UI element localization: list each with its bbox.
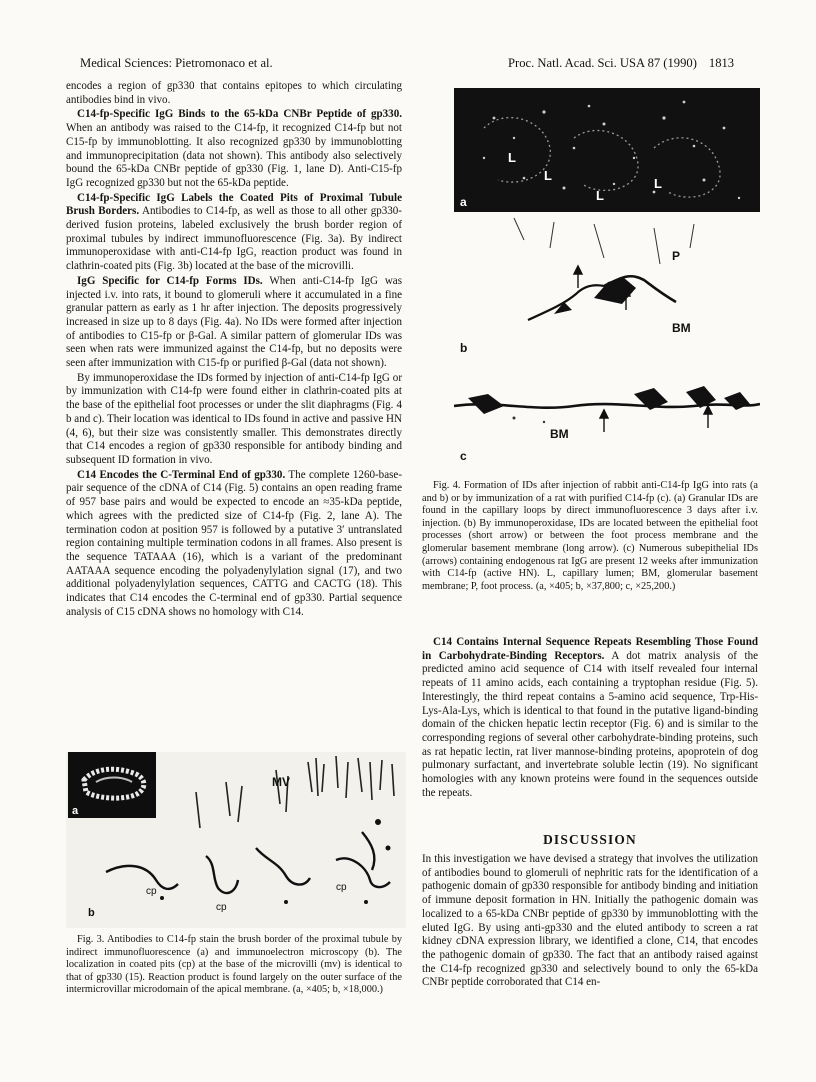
paragraph: C14 Contains Internal Sequence Repeats Resembling Those Found in Carbohydrate-Binding Receptors. A dot matrix analysis of the predicted amino acid sequence of C14 with itself revealed four internal repeats of 11 amino acids, each containing a tryptophan residue (Fig. 5). Interestingly, the third repeat contains a 5-amino acid sequence, Trp-His-Lys-Ala-Lys, which is identical to that found in the putative ligand-binding domain of the chicken hepatic lectin receptor (Fig. 6) and is similar to the corresponding regions of several other carbohydrate-binding proteins, such as rat hepatic lectin, rat liver mannose-binding proteins, apoprotein of dog pulmonary surfactant, and invertebrate soluble lectin (19). No significant homologies with any known proteins were found in the sequences outside the repeats.: [422, 636, 758, 799]
figure-label: Fig. 3.: [77, 934, 105, 945]
fig3-label-cp: cp: [146, 886, 157, 897]
fig4-label-basement-membrane: BM: [672, 321, 691, 335]
running-header-journal: [508, 56, 734, 70]
section-heading: C14-fp-Specific IgG Binds to the 65-kDa CNBr Peptide of gp330.: [77, 108, 402, 121]
paragraph: IgG Specific for C14-fp Forms IDs. When anti-C14-fp IgG was injected i.v. into rats, it bound to glomeruli where it accumulated in a fine granular pattern as early as 1 hr after injection. The deposits progressively increased in size up to 8 days (Fig. 4a). No IDs were formed after injection of antibodies to C15-fp or β-Gal. A similar pattern of glomerular IDs was seen when rats were immunized against the C14-fp, but no deposits were seen after immunization with C15-fp or purified β-Gal (data not shown).: [66, 274, 403, 370]
paragraph: encodes a region of gp330 that contains epitopes to which circulating antibodies bind in vivo.: [66, 80, 402, 106]
running-header-authors: Medical Sciences: Pietromonaco et al.: [80, 56, 273, 70]
section-heading: C14 Encodes the C-Terminal End of gp330.: [77, 468, 286, 481]
paragraph: By immunoperoxidase the IDs formed by injection of anti-C14-fp IgG or by immunization with C14-fp were found either in clathrin-coated pits at the base of the epithelial foot processes or under the slit diaphragms (Fig. 4 b and c). Their location was identical to IDs found in active and passive HN (4, 6), but their size was consistently smaller. This demonstrates directly that C14 encodes a region of gp330 responsible for antibody binding and subsequent ID formation in vivo.: [66, 371, 402, 466]
left-column-text: [66, 80, 402, 620]
figure-label: Fig. 4.: [433, 480, 461, 491]
fig4-label-lumen: L: [654, 176, 662, 191]
fig4-label-foot-process: P: [672, 249, 681, 263]
discussion-text: [422, 853, 758, 991]
fig4-panel-a-image: [454, 88, 760, 212]
fig4-label-c: c: [460, 449, 467, 463]
fig4-label-lumen: L: [508, 150, 516, 165]
paragraph: C14 Encodes the C-Terminal End of gp330. The complete 1260-base-pair sequence of the cDNA of C14 (Fig. 5) contains an open reading frame of 957 base pairs and would be expected to encode an ≈35-kDa peptide, which agrees with the predicted size of C14-fp (Fig. 2, lane A). The termination codon at position 957 is followed by a putative 3′ untranslated region containing multiple termination codons in all frames. Also present is the sequence TATAAA (16), which is a variant of the predominant AATAAA sequence encoding the polyadenylylation signal (17), and two additional polyadenylylation sequences, CATTG and CACTG (18). This indicates that C14 encodes the C-terminal end of gp330. Partial sequence analysis of C15 cDNA shows no homology with C14.: [66, 468, 402, 618]
figure-3-micrograph: [66, 752, 406, 928]
paragraph: In this investigation we have devised a strategy that involves the utilization of antibodies bound to glomeruli of nephritic rats for the identification of a pathogenic domain of gp330 responsible for antibody binding and initiation of immune deposit formation in HN. Initially the pathogenic domain was localized to a 65-kDa CNBr peptide of gp330 by immunoblotting with the eluted IgG. By using anti-gp330 and the eluted antibody to screen a rat kidney cDNA expression library, we identified a clone, C14, that encodes the pathogenic domain of gp330. The fact that an antibody raised against the C14-fp recognized gp330 and selectively bound to only the 65-kDa CNBr peptide corroborated that C14 en-: [422, 853, 758, 989]
right-column-text: [422, 636, 758, 801]
section-heading: C14 Contains Internal Sequence Repeats Resembling Those Found in Carbohydrate-Binding Receptors.: [422, 636, 758, 662]
paragraph: C14-fp-Specific IgG Labels the Coated Pits of Proximal Tubule Brush Borders. Antibodies to C14-fp, as well as those to all other gp330-derived fusion proteins, labeled exclusively the brush border region of proximal tubules by indirect immunofluorescence (Fig. 3a). By indirect immunoperoxidase with anti-C14-fp IgG, reaction product was found in clathrin-coated pits (Fig. 3b) located at the base of the microvilli.: [66, 191, 402, 273]
fig3-label-cp: cp: [216, 902, 227, 913]
fig4-label-lumen: L: [544, 168, 552, 183]
fig4-label-b: b: [460, 341, 468, 355]
figure-4-micrograph: [454, 88, 760, 470]
fig4-panel-b-image: [514, 218, 694, 320]
section-heading: C14-fp-Specific IgG Labels the Coated Pits of Proximal Tubule Brush Borders.: [66, 191, 402, 218]
page-number: 1813: [708, 56, 735, 70]
figure-4-caption: Fig. 4. Formation of IDs after injection of rabbit anti-C14-fp IgG into rats (a and b) or by immunization of a rat with purified C14-fp (c). (a) Granular IDs are found in the capillary loops by direct immunofluorescence 3 days after i.v. injection. (b) By immunoperoxidase, IDs are located between the epithelial foot processes (short arrow) or between the foot process membrane and the glomerular basement membrane (long arrow). (c) Numerous subepithelial IDs (arrows) containing endogenous rat IgG are present 12 weeks after immunization with C14-fp (active HN). L, capillary lumen; BM, glomerular basement membrane; P, foot process. (a, ×405; b, ×37,800; c, ×25,200.): [422, 480, 759, 592]
discussion-heading: DISCUSSION: [543, 832, 637, 847]
fig3-label-cp: cp: [336, 882, 347, 893]
figure-3-caption: Fig. 3. Antibodies to C14-fp stain the brush border of the proximal tubule by indirect immunofluorescence (a) and immunoelectron microscopy (b). The localization in coated pits (cp) at the base of the microvilli (mv) is identical to that of gp330 (15). Reaction product is found largely on the outer surface of the intermicrovillar microdomain of the apical membrane. (a, ×405; b, ×18,000.): [66, 934, 402, 996]
section-heading: IgG Specific for C14-fp Forms IDs.: [77, 274, 263, 287]
paragraph: C14-fp-Specific IgG Binds to the 65-kDa CNBr Peptide of gp330. When an antibody was raised to the C14-fp, it recognized C14-fp but not C15-fp by immunoblotting. It also recognized gp330 by immunoblotting and immunoprecipitation (data not shown). This antibody also selectively bound the 65-kDa CNBr peptide of gp330 (Fig. 1, lane D). Anti-C15-fp IgG recognized gp330 but not the 65-kDa peptide.: [66, 108, 402, 189]
journal-citation: Proc. Natl. Acad. Sci. USA 87 (1990): [508, 56, 697, 70]
fig3-label-mv: MV: [272, 775, 290, 789]
fig4-label-a: a: [460, 195, 467, 209]
fig3-panel-a-image: [68, 752, 156, 818]
fig3-label-b: b: [88, 907, 95, 919]
fig4-label-basement-membrane: BM: [550, 427, 569, 441]
fig4-label-lumen: L: [596, 188, 604, 203]
fig3-label-a: a: [72, 805, 79, 817]
fig4-arrows-c: [600, 406, 712, 432]
